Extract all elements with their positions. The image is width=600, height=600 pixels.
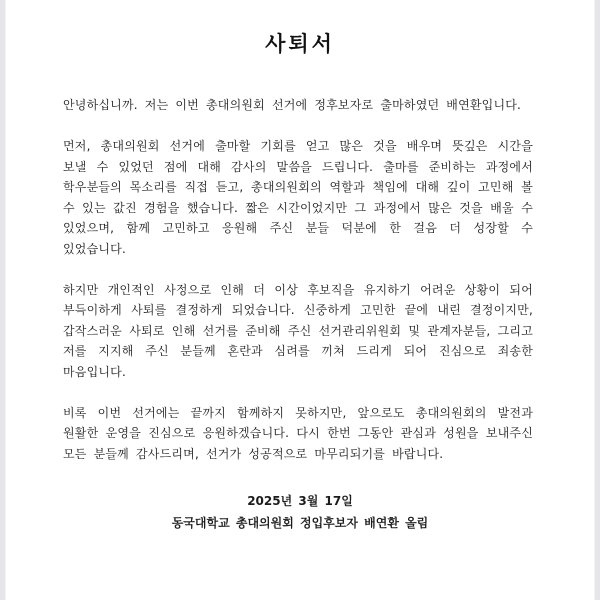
paragraph-resignation-reason: 하지만 개인적인 사정으로 인해 더 이상 후보직을 유지하기 어려운 상황이 되어 부득이하게 사퇴를 결정하게 되었습니다. 신중하게 고민한 끝에 내린 결정이지만, 갑작스러운 사퇴로 인해 선거를 준비해 주신 선거관리위원회 및 관계자분들, 그리고 저를 지지해 주신 분들께 혼란과 심려를 끼쳐 드리게 되어 진심으로 죄송한 마음입니다. bbox=[63, 282, 533, 379]
paragraph-greeting: 안녕하십니까. 저는 이번 총대의원회 선거에 정후보자로 출마하였던 배연환입니다. bbox=[63, 98, 522, 112]
document-title: 사퇴서 bbox=[265, 32, 335, 56]
paragraph-closing: 비록 이번 선거에는 끝까지 함께하지 못하지만, 앞으로도 총대의원회의 발전과 원활한 운영을 진심으로 응원하겠습니다. 다시 한번 그동안 관심과 성원을 보내주신 모든 분들께 감사드리며, 선거가 성공적으로 마무리되기를 바랍니다. bbox=[63, 405, 533, 461]
signature-block bbox=[6, 490, 594, 534]
paragraph-gratitude: 먼저, 총대의원회 선거에 출마할 기회를 얻고 많은 것을 배우며 뜻깊은 시간을 보낼 수 있었던 점에 대해 감사의 말씀을 드립니다. 출마를 준비하는 과정에서 학우분들의 목소리를 직접 듣고, 총대의원회의 역할과 책임에 대해 깊이 고민해 볼 수 있는 값진 경험을 했습니다. 짧은 시간이었지만 그 과정에서 많은 것을 배울 수 있었으며, 함께 고민하고 응원해 주신 분들 덕분에 한 걸음 더 성장할 수 있었습니다. bbox=[63, 139, 533, 256]
document-page bbox=[5, 0, 595, 600]
document-date: 2025년 3월 17일 bbox=[247, 494, 353, 508]
document-body bbox=[63, 95, 533, 485]
document-signature: 동국대학교 총대의원회 정입후보자 배연환 올림 bbox=[171, 516, 429, 530]
